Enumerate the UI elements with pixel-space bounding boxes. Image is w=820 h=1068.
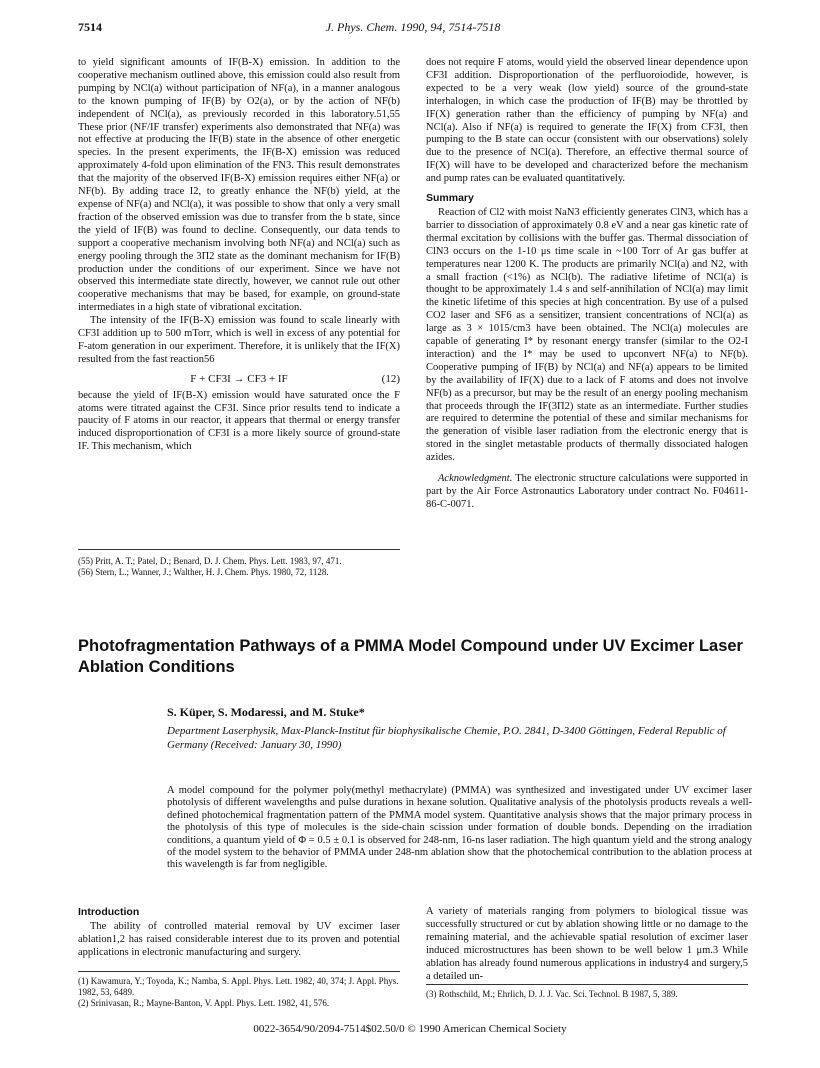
paragraph: The intensity of the IF(B-X) emission was found to scale linearly with CF3I addition up to 500 mTorr, which is well in excess of any potential for F-atom generation in our experiment. Therefore, it is unlikely that the IF(X) resulted from the fast reaction56: [78, 315, 400, 365]
article-title: Photofragmentation Pathways of a PMMA Model Compound under UV Excimer Laser Ablation Conditions: [78, 637, 743, 676]
footnote-rule: [78, 971, 400, 972]
page-number: 7514: [78, 20, 102, 34]
footnotes: [78, 976, 400, 1009]
equation-text: F + CF3I → CF3 + IF: [190, 372, 288, 385]
equation: [78, 373, 400, 386]
footnotes: [78, 556, 400, 578]
acknowledgment: [426, 473, 748, 512]
footnote: (2) Srinivasan, R.; Mayne-Banton, V. Appl. Phys. Lett. 1982, 41, 576.: [78, 998, 330, 1008]
intro-left-column: [78, 906, 400, 960]
paragraph: The ability of controlled material removal by UV excimer laser ablation1,2 has raised considerable interest due to its proven and potential applications in electronic manufacturing and surgery.: [78, 920, 400, 958]
paragraph: because the yield of IF(B-X) emission would have saturated once the F atoms were titrated against the CF3I. Since prior results tend to indicate a paucity of F atoms in our reactor, it appears that thermal or energy transfer induced disproportionation of CF3I is a more likely source of ground-state IF. This mechanism, which: [78, 389, 400, 453]
footnote: (1) Kawamura, Y.; Toyoda, K.; Namba, S. Appl. Phys. Lett. 1982, 40, 374; J. Appl. Phys. 1982, 53, 6489.: [78, 976, 399, 997]
article-authors: S. Küper, S. Modaressi, and M. Stuke*: [167, 705, 365, 719]
footnote-rule: [426, 984, 748, 985]
paragraph: to yield significant amounts of IF(B-X) emission. In addition to the cooperative mechanism outlined above, this emission could also result from pumping by NCl(a) without participation of NF(a), in a manner analogous to the known pumping of IF(B) by O2(a), or by the action of NF(b) independent of NCl(a), as previously recorded in this laboratory.51,55 These prior (NF/IF transfer) experiments also demonstrated that NF(a) was not effective at producing the IF(B) state in the absence of other energetic species. In the present experiments, the IF(B-X) emission was reduced approximately 4-fold upon elimination of the FN3. This result demonstrates that the majority of the observed IF(B-X) emission requires either NF(a) or NF(b). By adding trace I2, to greatly enhance the NF(b) yield, at the expense of NF(a) and NCl(a), it was possible to show that only a very small fraction of the observed emission was due to transfer from the b state, since the yield of IF(B) was found to decline. Consequently, our data tends to support a cooperative mechanism involving both NF(a) and NCl(a) such as energy pooling through the 3Π2 state as the dominant mechanism for IF(B) production under the conditions of our experiment. Since we have not observed this intermediate state directly, however, we cannot rule out other cooperative mechanisms that may be based, for example, on ground-state intermediates in a high state of vibrational excitation.: [78, 57, 400, 314]
acknowledgment-label: Acknowledgment.: [438, 473, 513, 485]
page-footer: 0022-3654/90/2094-7514$02.50/0 © 1990 American Chemical Society: [253, 1023, 567, 1035]
paragraph: does not require F atoms, would yield the observed linear dependence upon CF3I addition. Disproportionation of the perfluoroiodide, however, is expected to be a very weak (low yield) source of the ground-state interhalogen, in which case the production of IF(B) may be throttled by IF(X) generation rather than the efficiency of pumping by NF(a) and NCl(a). Also if NF(a) is required to generate the IF(X) from CF3I, then pumping to the B state can occur (consistent with our observations) solely due to the presence of NCl(a). Therefore, an effective thermal source of IF(X) will have to be developed and characterized before the mechanism and pump rates can be evaluated quantitatively.: [426, 57, 748, 185]
paragraph: A variety of materials ranging from polymers to biological tissue was successfully structured or cut by ablation showing little or no damage to the remaining material, and the achievable spatial resolution of excimer laser induced microstructures has been shown to be well below 1 μm.3 While ablation has already found numerous applications in industry4 and surgery,5 a detailed un-: [426, 906, 748, 982]
top-right-column: [426, 57, 748, 512]
footnote: (55) Pritt, A. T.; Patel, D.; Benard, D. J. Chem. Phys. Lett. 1983, 97, 471.: [78, 556, 342, 566]
footnote: (56) Stern, L.; Wanner, J.; Walther, H. J. Chem. Phys. 1980, 72, 1128.: [78, 567, 329, 577]
footnotes: [426, 989, 748, 1000]
intro-right-column: [426, 906, 748, 983]
equation-number: (12): [381, 372, 400, 385]
acknowledgment-text: The electronic structure calculations were supported in part by the Air Force Astronautics Laboratory under contract No. F04611-86-C-0071.: [426, 473, 749, 510]
footnote: (3) Rothschild, M.; Ehrlich, D. J. J. Vac. Sci. Technol. B 1987, 5, 389.: [426, 989, 678, 999]
section-heading-introduction: Introduction: [78, 906, 140, 918]
article-abstract: A model compound for the polymer poly(methyl methacrylate) (PMMA) was synthesized and investigated under UV excimer laser photolysis of different wavelengths and pulse durations in hexane solution. Qualitative analysis of the photolysis products reveals a well-defined photochemical fragmentation pattern of the PMMA model system. Quantitative analysis shows that the major primary process in the photolysis of this type of molecules is the side-chain scission under formation of double bonds. Depending on the irradiation conditions, a quantum yield of Φ = 0.5 ± 0.1 is observed for 248-nm, 16-ns laser radiation. The high quantum yield and the strong analogy of the model system to the behavior of PMMA under 248-nm ablation show that the photochemical contribution to the ablation process at this wavelength is far from negligible.: [167, 785, 752, 871]
summary-paragraph: Reaction of Cl2 with moist NaN3 efficiently generates ClN3, which has a barrier to dissociation of approximately 0.8 eV and a near gas kinetic rate of thermal excitation by collisions with the buffer gas. Thermal dissociation of ClN3 occurs on the 1-10 μs time scale in ~100 Torr of Ar gas buffer at temperatures near 1200 K. The products are primarily NCl(a) and N2, with a small fraction (<1%) as NCl(b). The radiative lifetime of NCl(a) is thought to be approximately 1.4 s and self-annihilation of NCl(a) may limit the kinetic lifetime of this species at high concentration. By use of a pulsed CO2 laser and SF6 as a sensitizer, transient concentrations of NCl(a) as large as 3 × 1015/cm3 have been obtained. The NCl(a) molecules are capable of generating I* by resonant energy transfer (similar to the O2-I interaction) and the I* may be used to upconvert NF(a) to NF(b). Cooperative pumping of IF(B) by NCl(a) and NF(a) appears to be limited by the availability of IF(X) due to a lack of F atoms and does not involve NF(b) as a precursor, but may be the result of an energy pooling mechanism that proceeds through the IF(3Π2) state as an intermediate. Further studies are required to determine the potential of these and similar mechanisms for the generation of visible laser radiation from the electronic energy that is stored in the singlet metastable products of thermally dissociated halogen azides.: [426, 206, 748, 464]
article-affiliation: Department Laserphysik, Max-Planck-Institut für biophysikalische Chemie, P.O. 2841, D-3400 Göttingen, Federal Republic of Germany (Received: January 30, 1990): [167, 725, 726, 751]
footnote-rule: [78, 549, 400, 550]
journal-citation: J. Phys. Chem. 1990, 94, 7514-7518: [325, 20, 501, 34]
running-header: [78, 20, 748, 38]
top-left-column: [78, 57, 400, 454]
section-heading-summary: Summary: [426, 192, 474, 205]
